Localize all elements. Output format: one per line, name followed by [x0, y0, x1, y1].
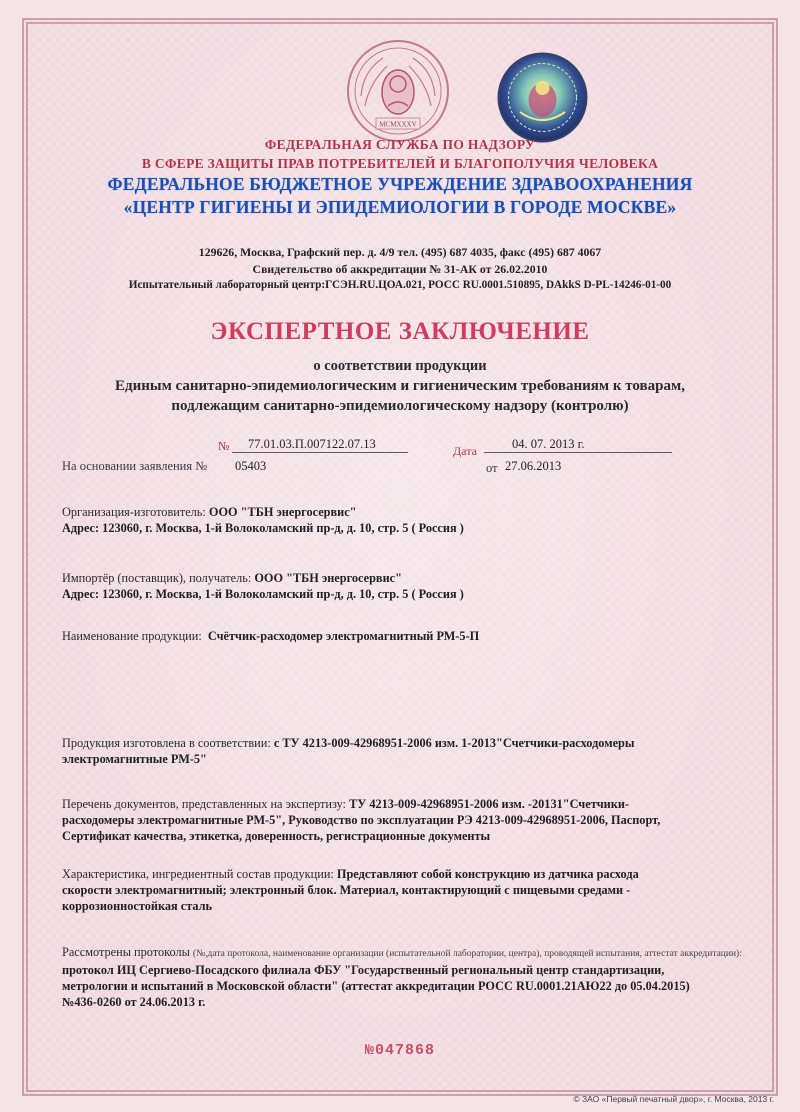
- manufactured-per-block: [62, 735, 752, 767]
- characteristics-line-1: Представляют собой конструкцию из датчика расхода: [336, 867, 639, 881]
- institution-line-2: «ЦЕНТР ГИГИЕНЫ И ЭПИДЕМИОЛОГИИ В ГОРОДЕ МОСКВЕ»: [123, 197, 677, 217]
- agency-line-2: В СФЕРЕ ЗАЩИТЫ ПРАВ ПОТРЕБИТЕЛЕЙ И БЛАГОПОЛУЧИЯ ЧЕЛОВЕКА: [141, 156, 659, 171]
- protocols-line-2: метрологии и испытаний в Московской области" (аттестат аккредитации РОСС RU.0001.21АЮ22 до 05.04.2015): [62, 979, 690, 993]
- application-from-label: от: [486, 461, 498, 475]
- documents-line-3: Сертификат качества, этикетка, доверенность, регистрационные документы: [62, 829, 491, 843]
- hologram-seal: [495, 50, 590, 145]
- documents-block: [62, 796, 762, 844]
- emblem-caption: MCMXXXV: [379, 120, 417, 129]
- characteristics-label: Характеристика, ингредиентный состав продукции:: [62, 867, 334, 881]
- manufactured-per-label: Продукция изготовлена в соответствии:: [62, 736, 271, 750]
- characteristics-line-2: скорости электромагнитный; электронный блок. Материал, контактирующий с пищевыми средами -: [62, 883, 631, 897]
- date-label: Дата: [453, 444, 477, 458]
- printer-footer: © ЗАО «Первый печатный двор», г. Москва, 2013 г.: [573, 1094, 774, 1104]
- accreditation-line: Свидетельство об аккредитации № 31-АК от 26.02.2010: [252, 262, 548, 276]
- importer-name: ООО "ТБН энергосервис": [254, 571, 402, 585]
- manufacturer-name: ООО "ТБН энергосервис": [208, 505, 357, 519]
- characteristics-block: [62, 866, 762, 914]
- agency-line-1: ФЕДЕРАЛЬНАЯ СЛУЖБА ПО НАДЗОРУ: [264, 137, 536, 152]
- protocols-line-1: протокол ИЦ Сергиево-Посадского филиала ФБУ "Государственный региональный центр стандартизации,: [62, 963, 665, 977]
- lab-center-line: Испытательный лабораторный центр:ГСЭН.RU.ЦОА.021, РОСС RU.0001.510895, DAkkS D-PL-14246-01-00: [128, 279, 672, 291]
- address-line: 129626, Москва, Графский пер. д. 4/9 тел. (495) 687 4035, факс (495) 687 4067: [198, 245, 602, 259]
- application-number: 05403: [235, 459, 267, 473]
- importer-block: [62, 570, 742, 602]
- documents-line-2: расходомеры электромагнитные РМ-5", Руководство по эксплуатации РЭ 4213-009-42968951-2006, Паспорт,: [62, 813, 661, 827]
- product-block: [62, 628, 742, 644]
- document-title: ЭКСПЕРТНОЕ ЗАКЛЮЧЕНИЕ: [210, 318, 590, 345]
- protocols-label: Рассмотрены протоколы: [62, 945, 190, 959]
- conclusion-number: 77.01.03.П.007122.07.13: [232, 437, 408, 453]
- manufactured-per-line-1: с ТУ 4213-009-42968951-2006 изм. 1-2013"Счетчики-расходомеры: [273, 736, 635, 750]
- subtitle-line-3: подлежащим санитарно-эпидемиологическому надзору (контролю): [171, 398, 629, 414]
- protocols-note: (№,дата протокола, наименование организации (испытательной лаборатории, центра), проводящей испытания, аттестат аккредитации):: [192, 949, 742, 959]
- manufacturer-block: [62, 504, 742, 536]
- protocols-line-3: №436-0260 от 24.06.2013 г.: [62, 995, 206, 1009]
- subtitle-line-2: Единым санитарно-эпидемиологическим и гигиеническим требованиям к товарам,: [115, 378, 685, 394]
- manufacturer-address: Адрес: 123060, г. Москва, 1-й Волоколамский пр-д, д. 10, стр. 5 ( Россия ): [62, 521, 464, 535]
- institution-line-1: ФЕДЕРАЛЬНОЕ БЮДЖЕТНОЕ УЧРЕЖДЕНИЕ ЗДРАВООХРАНЕНИЯ: [107, 174, 693, 194]
- protocols-block: [62, 944, 774, 1010]
- application-label: На основании заявления №: [62, 459, 208, 473]
- importer-label: Импортёр (поставщик), получатель:: [62, 571, 252, 585]
- manufactured-per-line-2: электромагнитные РМ-5": [62, 752, 207, 766]
- number-label: №: [218, 439, 230, 453]
- subtitle-line-1: о соответствии продукции: [313, 358, 487, 374]
- form-serial-number: №047868: [364, 1042, 435, 1059]
- product-name: Счётчик-расходомер электромагнитный РМ-5-П: [207, 629, 480, 643]
- documents-label: Перечень документов, представленных на экспертизу:: [62, 797, 346, 811]
- importer-address: Адрес: 123060, г. Москва, 1-й Волоколамский пр-д, д. 10, стр. 5 ( Россия ): [62, 587, 464, 601]
- application-date: 27.06.2013: [505, 459, 562, 473]
- manufacturer-label: Организация-изготовитель:: [62, 505, 206, 519]
- characteristics-line-3: коррозионностойкая сталь: [62, 899, 213, 913]
- conclusion-date: 04. 07. 2013 г.: [484, 437, 672, 453]
- product-label: Наименование продукции:: [62, 629, 202, 643]
- documents-line-1: ТУ 4213-009-42968951-2006 изм. -20131"Счетчики-: [349, 797, 630, 811]
- emblem-seal: [343, 36, 453, 146]
